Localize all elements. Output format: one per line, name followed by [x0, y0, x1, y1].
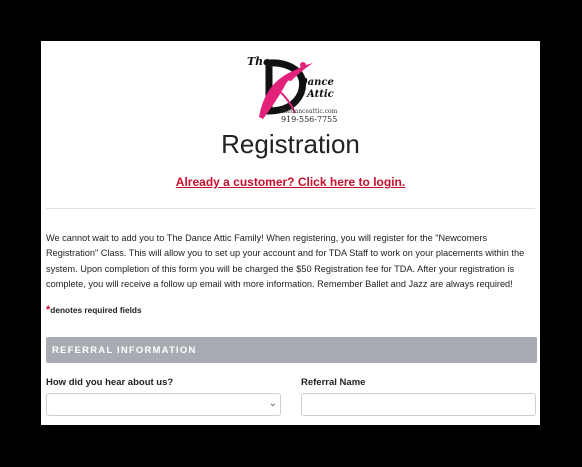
dance-attic-logo [241, 49, 341, 127]
logo-text-attic: Attic [307, 89, 334, 100]
logo-website: thedanceattic.com [281, 108, 338, 115]
login-link[interactable]: Already a customer? Click here to login. [175, 175, 406, 189]
referral-name-input[interactable] [301, 393, 536, 416]
section-header-referral [46, 337, 537, 363]
chevron-down-icon: ⌄ [268, 398, 277, 409]
registration-page [41, 41, 540, 425]
how-heard-select[interactable] [46, 393, 281, 416]
logo-text-the: The [247, 55, 271, 68]
intro-paragraph: We cannot wait to add you to The Dance Attic Family! When registering, you will register for the "Newcomers Registration" Class. This will allow you to set up your account and for TDA Staff to work on your placements within the system. Upon completion of this form you will be charged the $50 Registration fee for TDA. After your registration is complete, you will receive a follow up email with more information. Remember Ballet and Jazz are always required! [46, 233, 525, 289]
logo-text-dance: Dance [299, 77, 334, 88]
required-asterisk: * [46, 304, 51, 316]
referral-name-label: Referral Name [301, 377, 366, 388]
how-heard-label: How did you hear about us? [46, 377, 174, 388]
logo-phone: 919-556-7755 [281, 115, 338, 124]
logo-graphic [241, 49, 341, 127]
page-title: Registration [221, 129, 360, 159]
required-note-text: denotes required fields [50, 305, 142, 315]
divider [46, 208, 535, 209]
required-fields-note [46, 304, 142, 316]
section-title: REFERRAL INFORMATION [52, 345, 197, 356]
